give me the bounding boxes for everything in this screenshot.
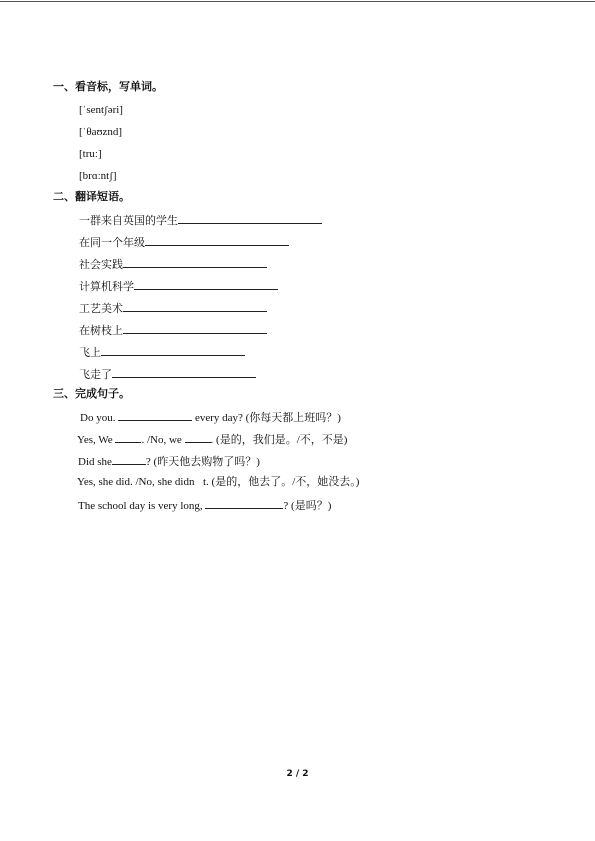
phrase-text: 一群来自英国的学生 (79, 214, 178, 227)
phrase-item-2 (79, 234, 289, 250)
sentence-3 (78, 453, 260, 469)
phrase-item-7 (79, 344, 245, 360)
answer-blank[interactable] (134, 278, 278, 290)
top-rule (0, 1, 595, 2)
phrase-item-5 (79, 300, 267, 316)
phrase-item-1 (79, 212, 322, 228)
phrase-text: 在同一个年级 (79, 236, 145, 249)
answer-blank[interactable] (112, 366, 256, 378)
answer-blank[interactable] (145, 234, 289, 246)
sentence-4 (77, 475, 359, 489)
sentence-text: ? (昨天他去购物了吗？) (145, 456, 260, 468)
phrase-text: 飞走了 (79, 368, 112, 381)
section-1-heading: 一、看音标，写单词。 (53, 80, 163, 93)
answer-blank[interactable] (123, 256, 267, 268)
answer-blank[interactable] (178, 212, 322, 224)
answer-blank[interactable] (118, 409, 192, 421)
page-number: 2 / 2 (286, 769, 309, 779)
sentence-text: Yes, We (77, 434, 116, 446)
phonetic-item-1: [ˈsentʃəri] (79, 104, 123, 116)
sentence-text: The school day is very long, (78, 500, 206, 512)
sentence-text: Did she (78, 456, 112, 468)
phonetic-item-4: [brɑːntʃ] (79, 170, 117, 182)
section-2-heading: 二、翻译短语。 (53, 190, 130, 203)
phrase-item-4 (79, 278, 278, 294)
sentence-2 (77, 431, 347, 447)
answer-blank[interactable] (112, 453, 146, 465)
phrase-text: 飞上 (79, 346, 101, 359)
sentence-text: Do you. (80, 412, 119, 424)
section-3-heading: 三、完成句子。 (53, 387, 130, 400)
sentence-text: . (是的，我们是。/不，不是) (210, 434, 348, 446)
phrase-item-6 (79, 322, 267, 338)
phrase-text: 工艺美术 (79, 302, 123, 315)
phrase-text: 社会实践 (79, 258, 123, 271)
phrase-item-3 (79, 256, 267, 272)
answer-blank[interactable] (205, 497, 283, 509)
answer-blank[interactable] (123, 322, 267, 334)
answer-blank[interactable] (101, 344, 245, 356)
phonetic-item-3: [truː] (79, 148, 102, 160)
phrase-text: 在树枝上 (79, 324, 123, 337)
sentence-5 (78, 497, 331, 513)
answer-blank[interactable] (185, 431, 211, 443)
sentence-text: Yes, she did. /No, she didn t. (是的，他去了。/不，她没去。) (77, 476, 360, 488)
sentence-text: . /No, we (141, 434, 185, 446)
phrase-item-8 (79, 366, 256, 382)
answer-blank[interactable] (123, 300, 267, 312)
phonetic-item-2: [ˈθaʊznd] (79, 126, 123, 138)
answer-blank[interactable] (115, 431, 141, 443)
sentence-text: ? (是吗？) (283, 500, 332, 512)
sentence-1 (80, 409, 341, 425)
phrase-text: 计算机科学 (79, 280, 134, 293)
sentence-text: every day? (你每天都上班吗？) (192, 412, 341, 424)
